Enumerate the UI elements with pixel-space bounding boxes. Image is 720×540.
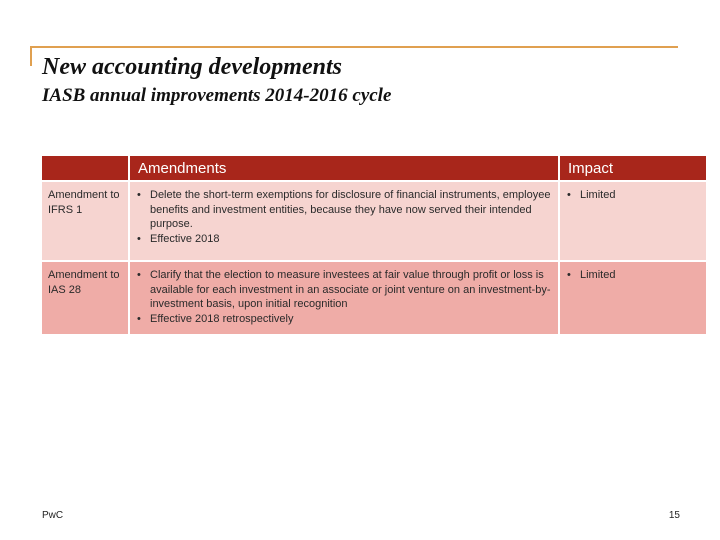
list-item: • Limited: [580, 188, 700, 203]
frame-left-rule: [30, 46, 32, 66]
amendments-list: [136, 268, 552, 326]
footer-brand: PwC: [42, 510, 64, 521]
slide-title: New accounting developments: [42, 54, 342, 80]
frame-top-rule: [30, 46, 678, 48]
header-label-cell: [42, 156, 128, 180]
header-amendments: Amendments: [130, 156, 558, 180]
impact-list: [566, 268, 700, 283]
list-item: • Effective 2018 retrospectively: [150, 312, 552, 327]
list-item: • Limited: [580, 268, 700, 283]
amendments-list: [136, 188, 552, 246]
list-item: • Effective 2018: [150, 232, 552, 247]
amendments-cell: [130, 262, 558, 334]
impact-cell: [560, 262, 706, 334]
row-label: Amendment to IAS 28: [42, 262, 128, 334]
list-item: • Delete the short-term exemptions for disclosure of financial instruments, employee benefits and investment entities, because they have now served their intended purpose.: [150, 188, 552, 232]
page-number: 15: [668, 510, 680, 521]
table-row: [42, 262, 706, 334]
amendments-table: [40, 154, 708, 336]
table-header-row: [42, 156, 706, 180]
header-impact: Impact: [560, 156, 706, 180]
row-label: Amendment to IFRS 1: [42, 182, 128, 260]
table-row: [42, 182, 706, 260]
slide-subtitle: IASB annual improvements 2014-2016 cycle: [42, 85, 392, 106]
list-item: • Clarify that the election to measure investees at fair value through profit or loss is available for each investment in an associate or joint venture on an investment-by-investment basis, upon initial recognition: [150, 268, 552, 312]
amendments-cell: [130, 182, 558, 260]
impact-cell: [560, 182, 706, 260]
impact-list: [566, 188, 700, 203]
